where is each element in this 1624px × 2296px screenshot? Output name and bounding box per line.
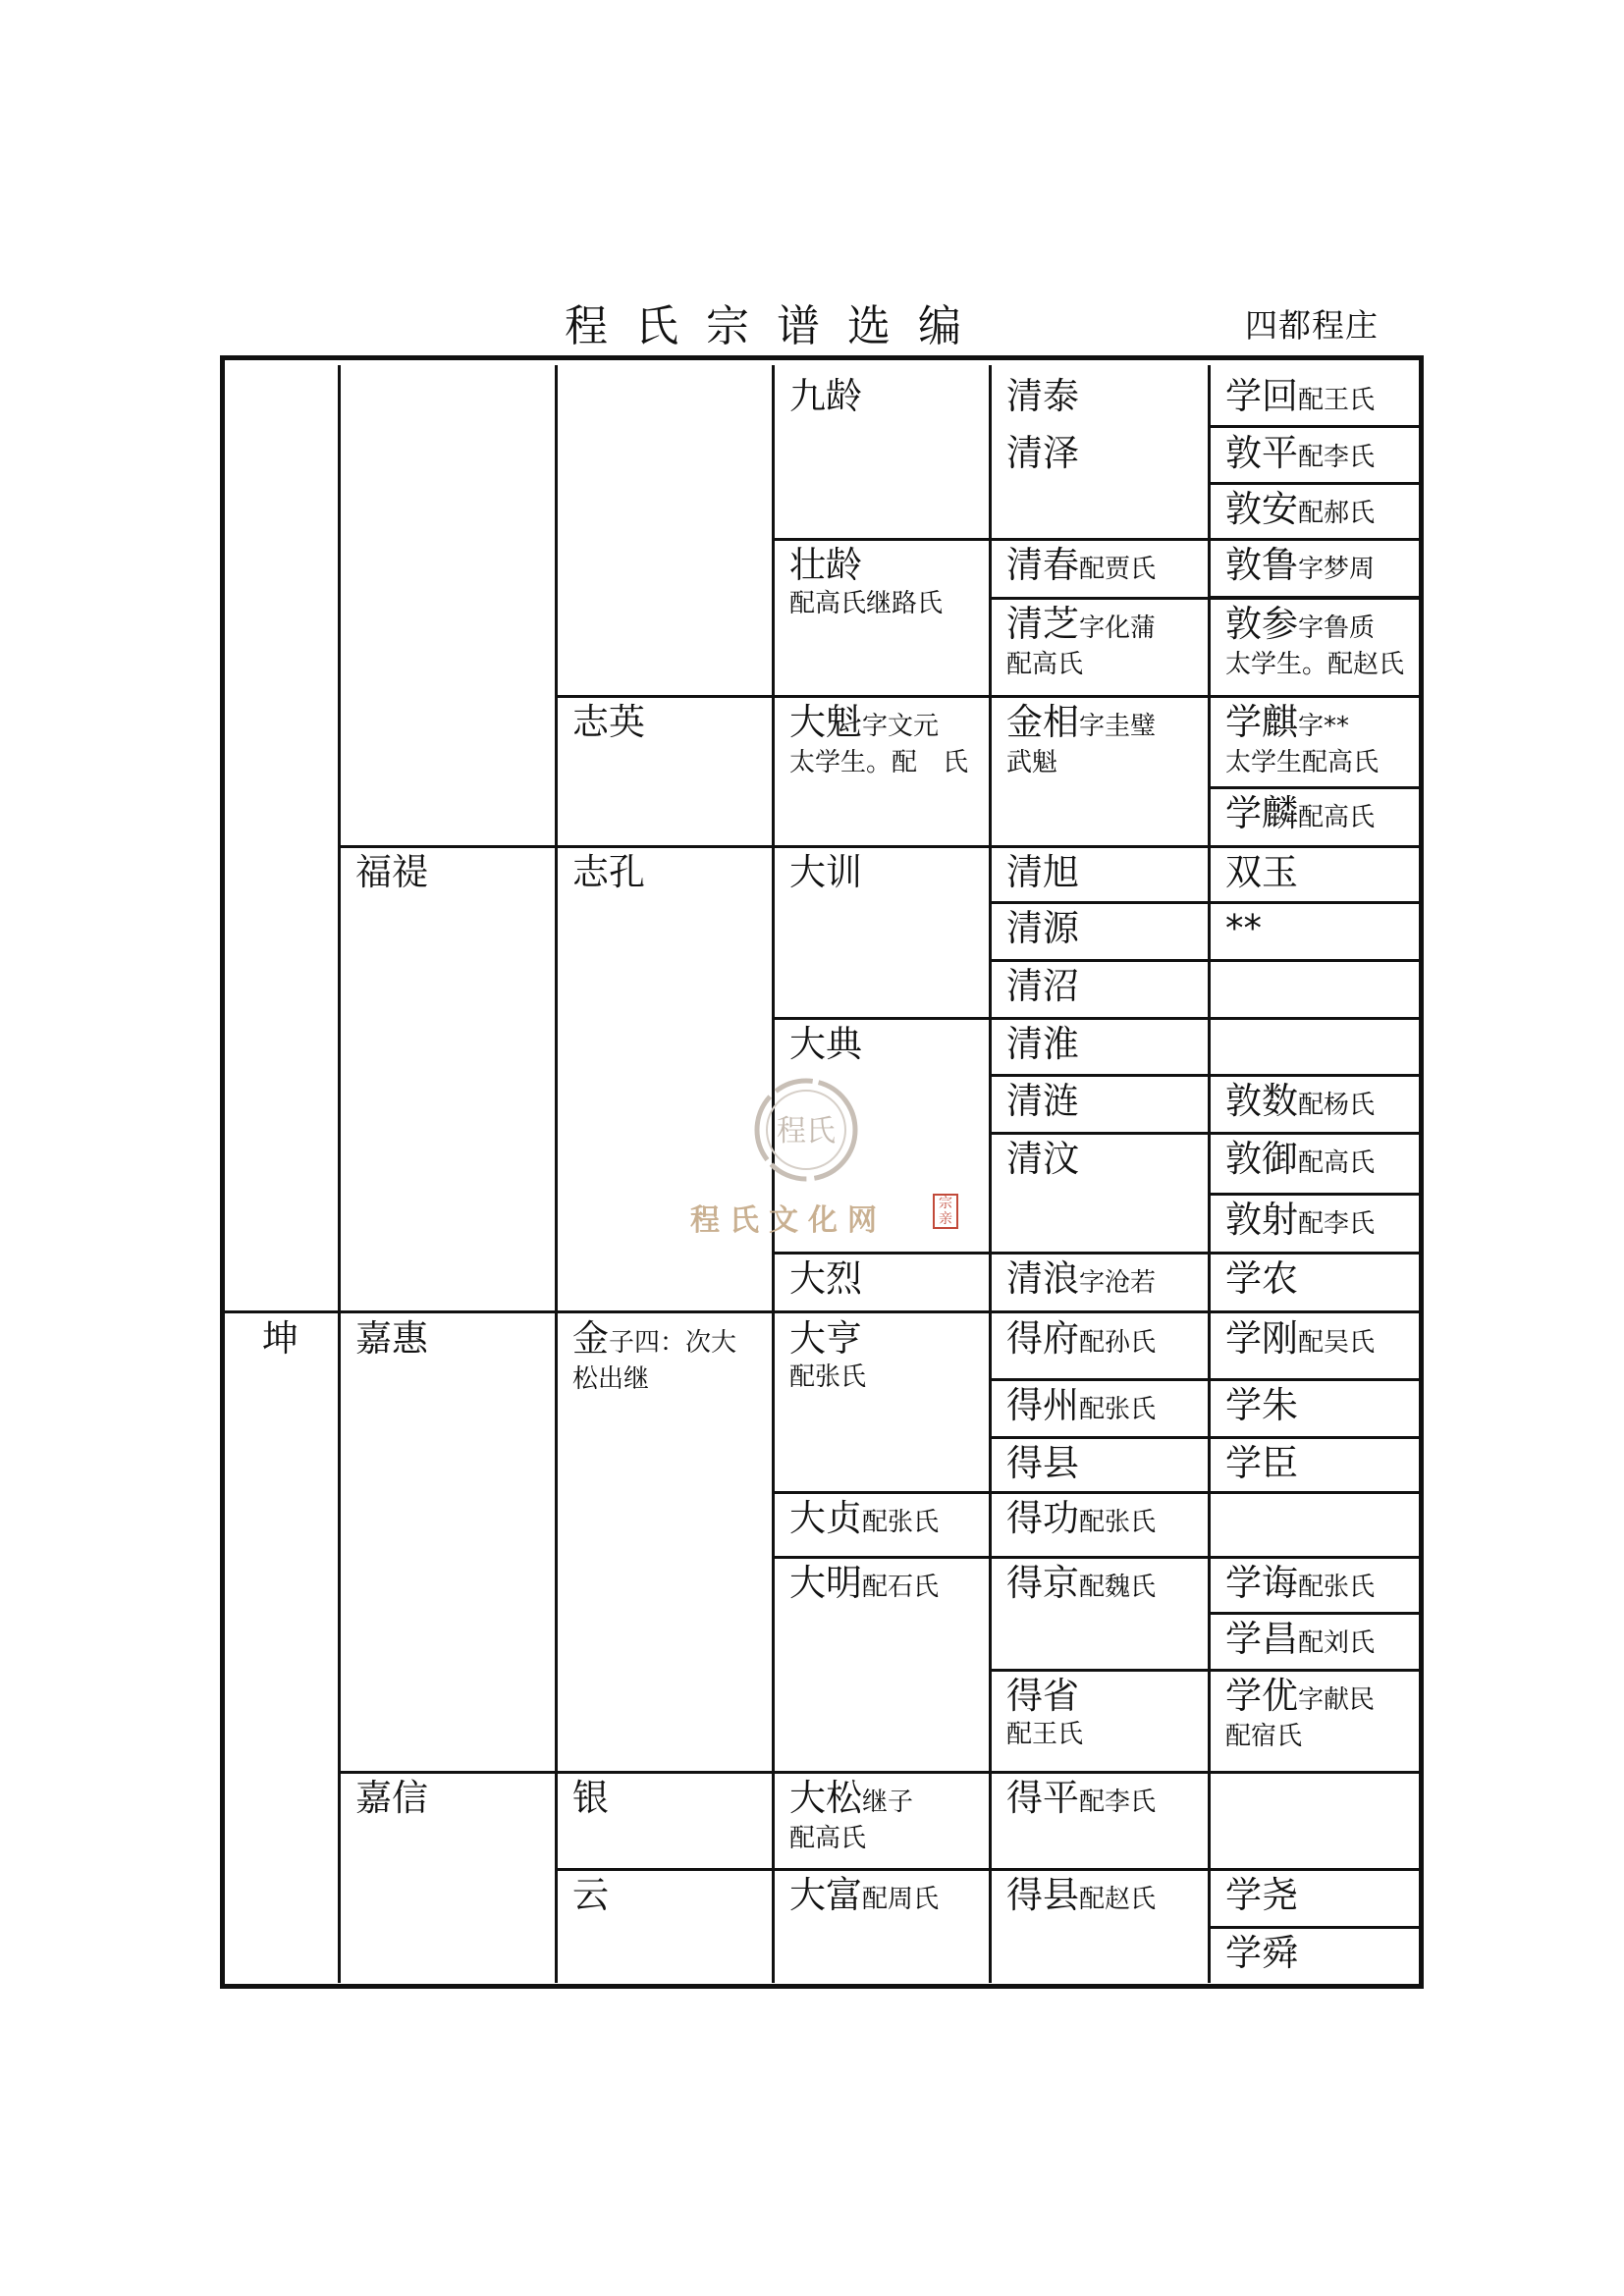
page-title: 程氏宗谱选编 bbox=[565, 301, 989, 351]
person-note: 子四：次大 bbox=[609, 1328, 737, 1358]
table-cell bbox=[789, 1497, 940, 1539]
person-name: 银 bbox=[572, 1777, 609, 1819]
person-name: 嘉惠 bbox=[355, 1317, 428, 1360]
table-cell bbox=[1006, 1562, 1157, 1604]
person-name: 清涟 bbox=[1006, 1080, 1079, 1122]
person-name: 大松 bbox=[789, 1777, 862, 1819]
person-name: 得县 bbox=[1006, 1442, 1079, 1484]
person-note-line2: 配高氏 bbox=[1006, 650, 1084, 679]
person-name: 金 bbox=[572, 1317, 609, 1360]
table-cell bbox=[1225, 1562, 1376, 1604]
person-name: 清沼 bbox=[1006, 965, 1079, 1007]
table-cell bbox=[1006, 1080, 1079, 1122]
person-name: 清芝 bbox=[1006, 603, 1079, 645]
person-note: 字鲁质 bbox=[1298, 614, 1376, 643]
table-cell bbox=[789, 1777, 914, 1853]
table-cell bbox=[789, 1257, 862, 1300]
table-cell bbox=[789, 851, 862, 893]
person-note: 继子 bbox=[862, 1788, 914, 1817]
person-name: 得京 bbox=[1006, 1562, 1079, 1604]
grid-line bbox=[990, 1436, 1419, 1439]
table-cell bbox=[1225, 1257, 1298, 1300]
person-note: 配郝氏 bbox=[1298, 499, 1376, 528]
table-cell bbox=[1006, 1023, 1079, 1065]
table-cell bbox=[1225, 1874, 1298, 1916]
grid-line bbox=[555, 365, 558, 1983]
grid-line bbox=[772, 365, 775, 1983]
person-name: ** bbox=[1225, 907, 1262, 949]
person-note: 配杨氏 bbox=[1298, 1091, 1376, 1120]
person-name: 坤 bbox=[262, 1317, 298, 1360]
table-cell bbox=[1225, 1384, 1298, 1426]
person-name: 九龄 bbox=[789, 375, 862, 417]
person-name: 大训 bbox=[789, 851, 862, 893]
person-name: 学臣 bbox=[1225, 1442, 1298, 1484]
person-name: 志英 bbox=[572, 701, 645, 743]
table-cell bbox=[789, 1317, 867, 1392]
grid-line bbox=[339, 845, 1419, 848]
person-note: 配张氏 bbox=[862, 1508, 940, 1537]
person-note-line2: 太学生。配 氏 bbox=[789, 748, 969, 777]
person-note: 字** bbox=[1298, 712, 1350, 741]
person-note-line2: 松出继 bbox=[572, 1364, 650, 1394]
person-note: 配张氏 bbox=[1079, 1508, 1157, 1537]
person-note: 配张氏 bbox=[1298, 1573, 1376, 1602]
table-cell bbox=[789, 1023, 862, 1065]
location-label: 四都程庄 bbox=[1245, 306, 1379, 345]
person-note: 配李氏 bbox=[1298, 443, 1376, 472]
person-name: 大魁 bbox=[789, 701, 862, 743]
grid-line bbox=[990, 1132, 1419, 1135]
grid-line bbox=[225, 1310, 1419, 1313]
table-cell bbox=[1006, 907, 1079, 949]
person-name: 敦安 bbox=[1225, 488, 1298, 530]
grid-line bbox=[773, 1556, 1419, 1559]
person-note: 配周氏 bbox=[862, 1885, 940, 1914]
table-cell bbox=[1225, 375, 1376, 417]
table-cell bbox=[572, 1317, 737, 1394]
person-name: 敦平 bbox=[1225, 432, 1298, 474]
person-note-line2: 太学生配高氏 bbox=[1225, 748, 1380, 777]
person-name: 双玉 bbox=[1225, 851, 1298, 893]
table-cell bbox=[1006, 701, 1157, 777]
table-cell bbox=[1225, 544, 1376, 586]
grid-line bbox=[339, 1771, 1419, 1774]
watermark-text: 程氏文化网 bbox=[690, 1203, 887, 1238]
person-name: 敦鲁 bbox=[1225, 544, 1298, 586]
person-name: 得州 bbox=[1006, 1384, 1079, 1426]
person-note: 配高氏 bbox=[1298, 1148, 1376, 1178]
table-cell bbox=[355, 1777, 428, 1819]
table-cell bbox=[572, 701, 645, 743]
grid-line bbox=[773, 1017, 1419, 1020]
grid-line bbox=[338, 365, 341, 1983]
table-cell bbox=[1225, 1932, 1298, 1974]
table-cell bbox=[1006, 1777, 1157, 1819]
table-cell bbox=[1225, 701, 1380, 777]
table-cell bbox=[1225, 488, 1376, 530]
grid-line bbox=[990, 597, 1419, 600]
table-cell bbox=[355, 1317, 428, 1360]
table-cell bbox=[789, 701, 969, 777]
person-name: 云 bbox=[572, 1874, 609, 1916]
person-note: 字文元 bbox=[862, 712, 940, 741]
table-cell bbox=[1006, 1874, 1157, 1916]
person-name: 学舜 bbox=[1225, 1932, 1298, 1974]
person-name: 得府 bbox=[1006, 1317, 1079, 1360]
person-name: 学尧 bbox=[1225, 1874, 1298, 1916]
person-name: 大明 bbox=[789, 1562, 862, 1604]
person-name: 得省 bbox=[1006, 1675, 1079, 1717]
person-name: 得县 bbox=[1006, 1874, 1079, 1916]
table-cell bbox=[1006, 1497, 1157, 1539]
person-name: 嘉信 bbox=[355, 1777, 428, 1819]
grid-line bbox=[989, 365, 992, 1983]
person-note-line2: 太学生。配赵氏 bbox=[1225, 650, 1405, 679]
person-name: 大贞 bbox=[789, 1497, 862, 1539]
person-name: 敦参 bbox=[1225, 603, 1298, 645]
table-cell bbox=[1225, 1080, 1376, 1122]
grid-line bbox=[990, 901, 1419, 904]
person-name: 清泰 bbox=[1006, 375, 1079, 417]
table-cell bbox=[1006, 375, 1079, 417]
watermark-seal-text: 程氏 bbox=[777, 1114, 836, 1148]
table-cell bbox=[789, 375, 862, 417]
table-cell bbox=[1006, 544, 1157, 586]
person-note: 配李氏 bbox=[1298, 1209, 1376, 1239]
person-note: 配张氏 bbox=[1079, 1395, 1157, 1424]
person-note: 字化蒲 bbox=[1079, 614, 1157, 643]
person-name: 清淮 bbox=[1006, 1023, 1079, 1065]
person-name: 清旭 bbox=[1006, 851, 1079, 893]
table-cell bbox=[1006, 1257, 1157, 1300]
table-cell bbox=[1225, 603, 1405, 679]
person-note: 配孙氏 bbox=[1079, 1328, 1157, 1358]
person-note: 配吴氏 bbox=[1298, 1328, 1376, 1358]
person-name: 学朱 bbox=[1225, 1384, 1298, 1426]
grid-line bbox=[1209, 482, 1419, 485]
table-cell bbox=[1225, 1675, 1376, 1751]
person-name: 学昌 bbox=[1225, 1618, 1298, 1660]
table-cell bbox=[1006, 603, 1157, 679]
grid-line bbox=[990, 1378, 1419, 1381]
grid-line bbox=[990, 1669, 1419, 1672]
table-cell bbox=[789, 1874, 940, 1916]
person-name: 学诲 bbox=[1225, 1562, 1298, 1604]
person-name: 大烈 bbox=[789, 1257, 862, 1300]
person-note: 配高氏 bbox=[1298, 803, 1376, 832]
grid-line bbox=[773, 538, 1419, 541]
grid-line bbox=[556, 1868, 1419, 1871]
table-cell bbox=[1225, 851, 1298, 893]
table-cell bbox=[1225, 1201, 1375, 1240]
person-name: 大富 bbox=[789, 1874, 862, 1916]
person-note-line2: 配高氏 bbox=[789, 1824, 867, 1853]
table-cell bbox=[262, 1317, 298, 1360]
table-cell bbox=[1225, 792, 1376, 834]
table-cell bbox=[789, 1562, 940, 1604]
table-cell bbox=[355, 851, 428, 893]
person-note: 配贾氏 bbox=[1079, 555, 1157, 584]
person-name: 学刚 bbox=[1225, 1317, 1298, 1360]
grid-line bbox=[1208, 365, 1211, 1983]
person-note: 配李氏 bbox=[1079, 1788, 1157, 1817]
person-name: 志孔 bbox=[572, 851, 645, 893]
person-name: 得功 bbox=[1006, 1497, 1079, 1539]
table-cell bbox=[1006, 1317, 1157, 1360]
table-cell bbox=[789, 544, 944, 618]
person-note-line2: 配张氏 bbox=[789, 1362, 867, 1392]
person-note: 字圭璧 bbox=[1079, 712, 1157, 741]
person-note: 配刘氏 bbox=[1298, 1629, 1376, 1658]
person-name: 清浪 bbox=[1006, 1257, 1079, 1300]
person-note: 配石氏 bbox=[862, 1573, 940, 1602]
person-note: 配魏氏 bbox=[1079, 1573, 1157, 1602]
person-name: 敦数 bbox=[1225, 1080, 1298, 1122]
table-cell bbox=[1006, 432, 1079, 474]
table-cell bbox=[1006, 851, 1079, 893]
table-cell bbox=[1006, 1384, 1157, 1426]
person-name: 学回 bbox=[1225, 375, 1298, 417]
person-note-line2: 配高氏继路氏 bbox=[789, 589, 944, 618]
table-cell bbox=[1006, 1138, 1079, 1180]
grid-line bbox=[990, 959, 1419, 962]
table-cell bbox=[1225, 1618, 1376, 1660]
grid-line bbox=[1209, 425, 1419, 428]
grid-line bbox=[990, 1074, 1419, 1077]
table-cell bbox=[1225, 907, 1262, 949]
table-cell bbox=[1006, 1675, 1084, 1749]
watermark-tag: 宗亲 bbox=[933, 1194, 958, 1229]
table-cell bbox=[1225, 432, 1376, 474]
person-name: 清泽 bbox=[1006, 432, 1079, 474]
person-name: 清源 bbox=[1006, 907, 1079, 949]
person-name: 清春 bbox=[1006, 544, 1079, 586]
person-name: 学麟 bbox=[1225, 792, 1298, 834]
person-name: 金相 bbox=[1006, 701, 1079, 743]
person-name: 敦射 bbox=[1225, 1199, 1298, 1241]
person-note-line2: 配宿氏 bbox=[1225, 1722, 1303, 1751]
grid-line bbox=[773, 1252, 1419, 1255]
person-note: 字梦周 bbox=[1298, 555, 1376, 584]
person-note-line2: 配王氏 bbox=[1006, 1720, 1084, 1749]
person-name: 大亨 bbox=[789, 1317, 862, 1360]
table-cell bbox=[1225, 1442, 1298, 1484]
table-cell bbox=[1006, 1442, 1079, 1484]
person-note: 配赵氏 bbox=[1079, 1885, 1157, 1914]
person-note: 字沧若 bbox=[1079, 1268, 1157, 1298]
person-name: 敦御 bbox=[1225, 1138, 1298, 1180]
person-name: 学麒 bbox=[1225, 701, 1298, 743]
person-name: 得平 bbox=[1006, 1777, 1079, 1819]
person-note: 字献民 bbox=[1298, 1685, 1376, 1715]
person-name: 壮龄 bbox=[789, 544, 862, 586]
table-cell bbox=[1225, 1138, 1376, 1180]
grid-line bbox=[1209, 1612, 1419, 1615]
table-cell bbox=[572, 851, 645, 893]
grid-line bbox=[1209, 786, 1419, 789]
table-cell bbox=[1225, 1317, 1376, 1360]
grid-line bbox=[1209, 1926, 1419, 1929]
table-cell bbox=[572, 1777, 609, 1819]
grid-line bbox=[1209, 1193, 1419, 1196]
person-note-line2: 武魁 bbox=[1006, 748, 1058, 777]
person-name: 学优 bbox=[1225, 1675, 1298, 1717]
person-name: 大典 bbox=[789, 1023, 862, 1065]
person-name: 福禔 bbox=[355, 851, 428, 893]
person-name: 清汶 bbox=[1006, 1138, 1079, 1180]
table-cell bbox=[1006, 965, 1079, 1007]
grid-line bbox=[556, 695, 1419, 698]
person-note: 配王氏 bbox=[1298, 386, 1376, 415]
person-name: 学农 bbox=[1225, 1257, 1298, 1300]
grid-line bbox=[773, 1491, 1419, 1494]
table-cell bbox=[572, 1874, 609, 1916]
